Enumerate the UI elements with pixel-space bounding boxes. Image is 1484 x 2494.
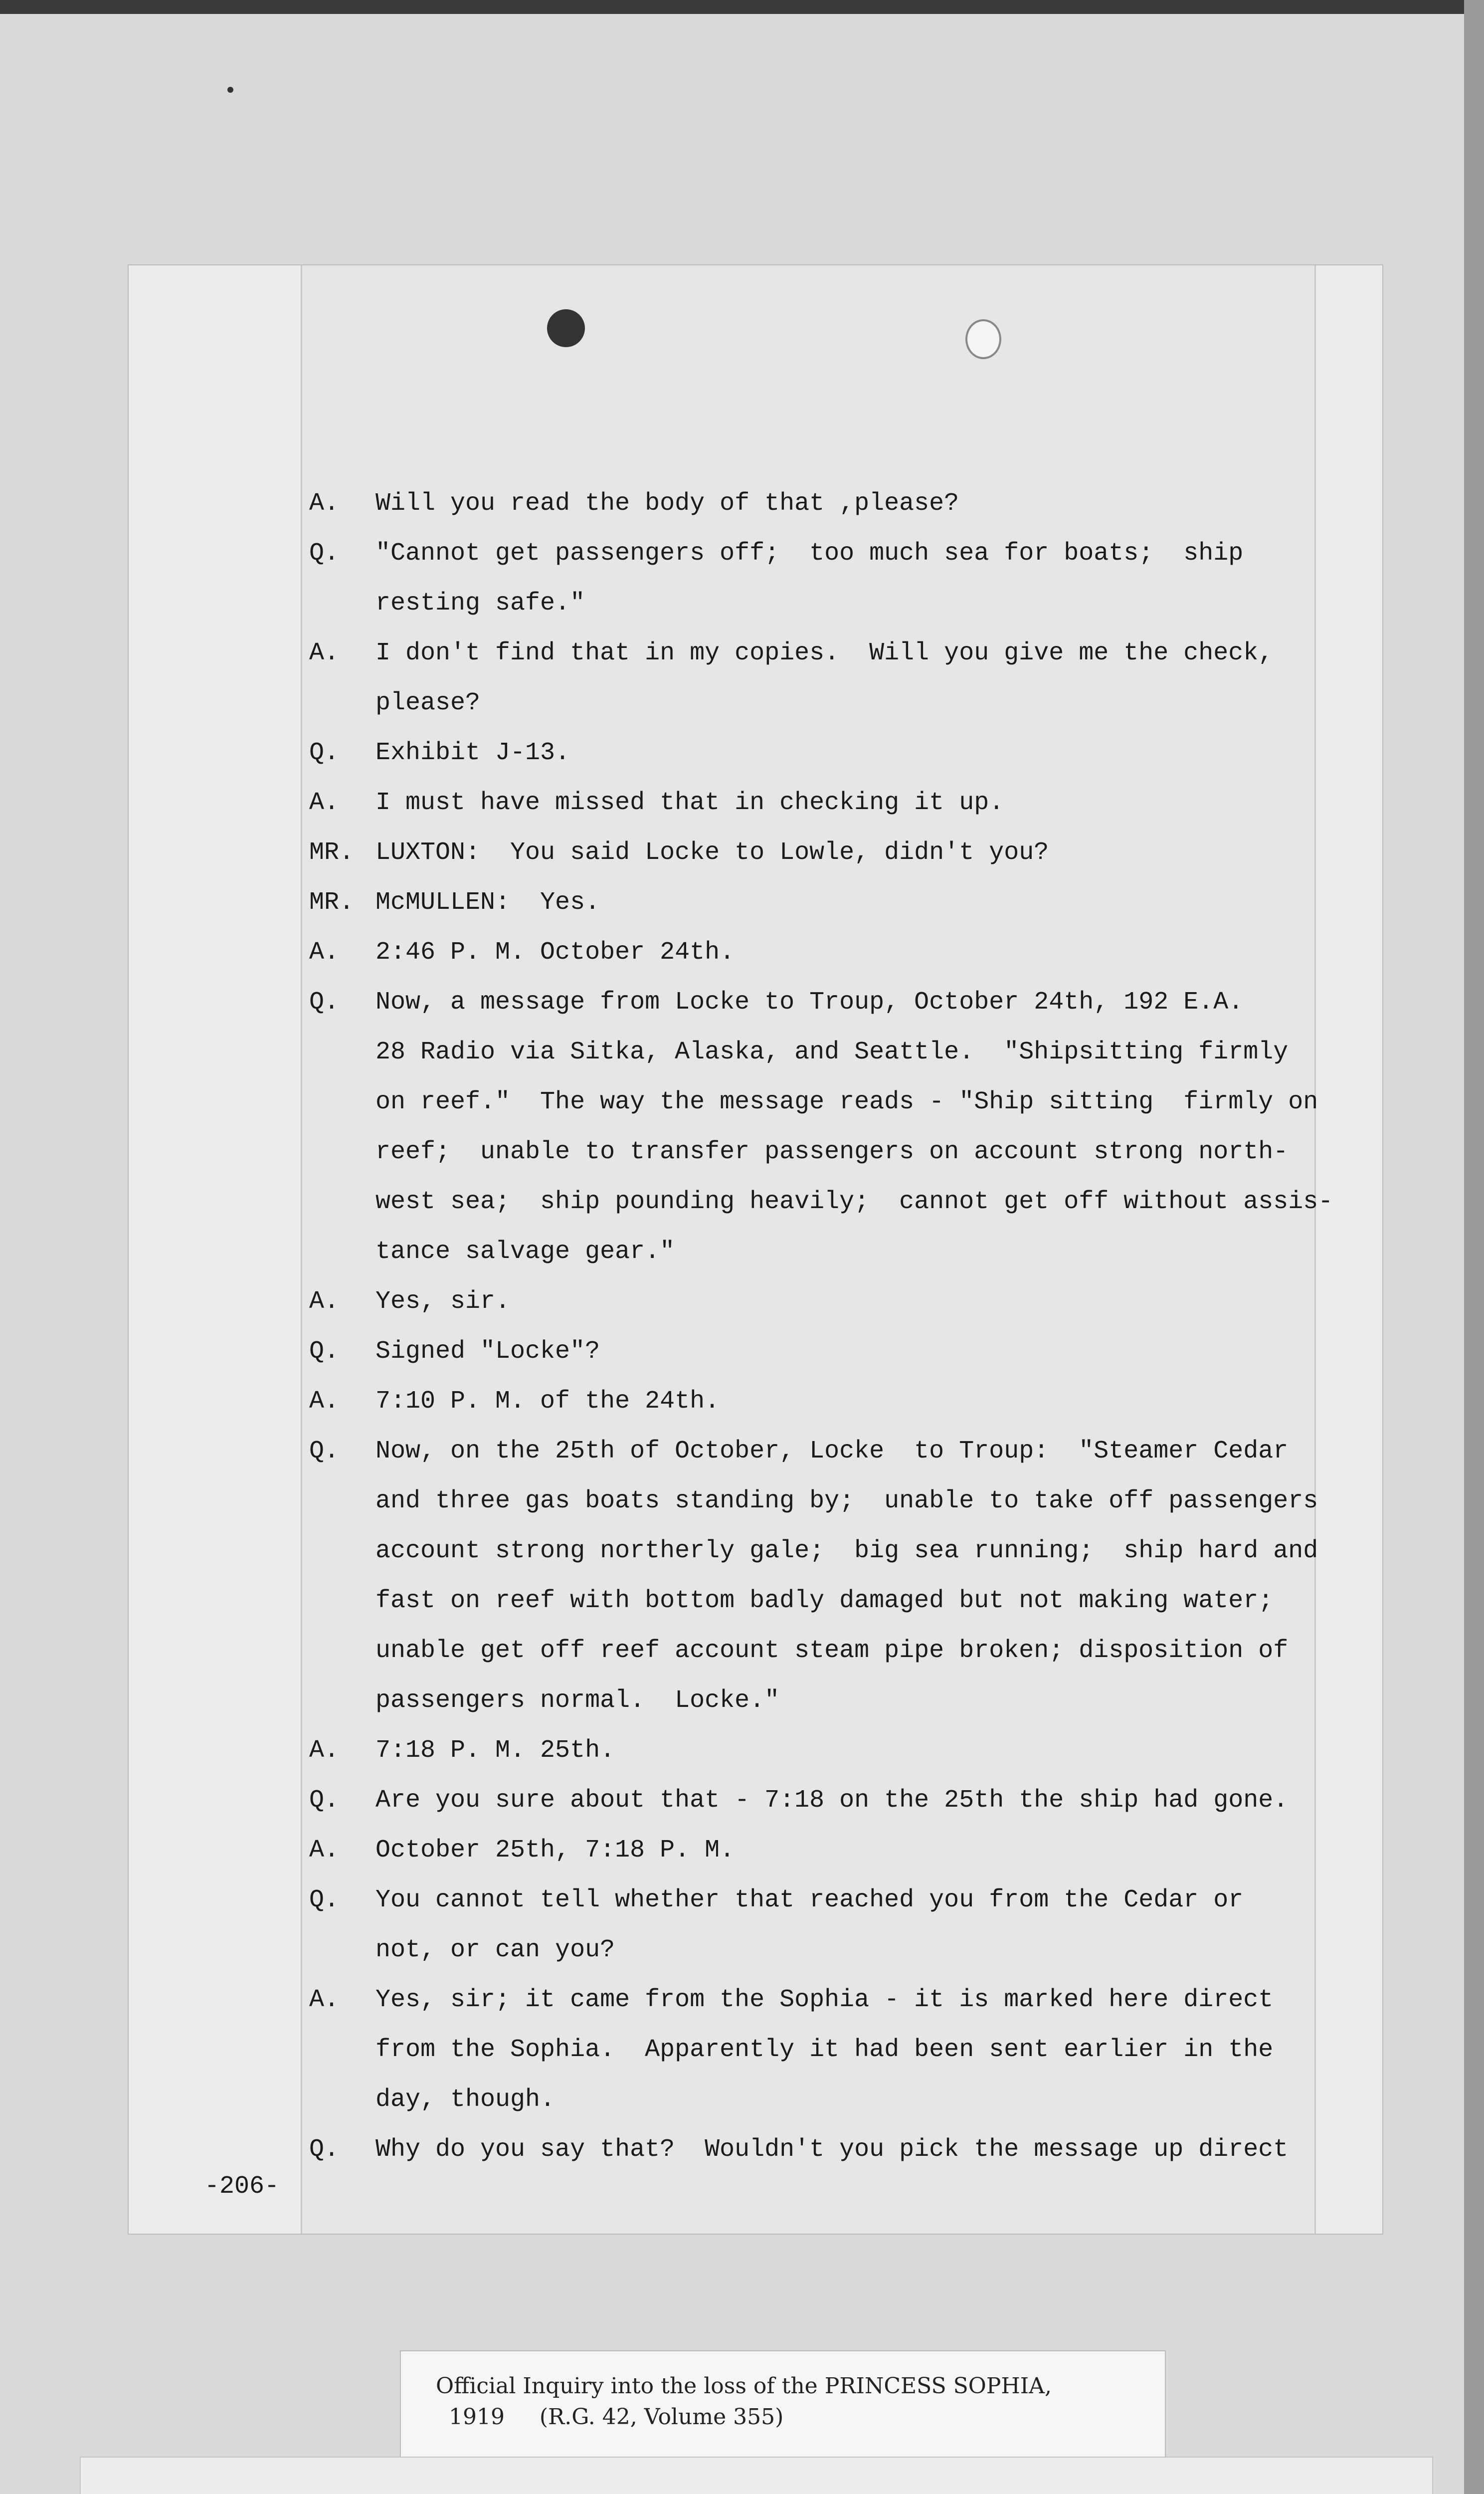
transcript-line bbox=[309, 1975, 1371, 2025]
transcript-line bbox=[309, 778, 1371, 828]
page-number: -206- bbox=[204, 2172, 280, 2201]
line-text: west sea; ship pounding heavily; cannot get off without assis- bbox=[375, 1188, 1333, 1216]
line-text: I must have missed that in checking it up. bbox=[375, 789, 1004, 817]
line-text: unable get off reef account steam pipe broken; disposition of bbox=[375, 1637, 1289, 1665]
transcript-line bbox=[309, 479, 1371, 529]
line-text: Will you read the body of that ,please? bbox=[375, 489, 959, 518]
transcript-line bbox=[309, 1726, 1371, 1776]
transcript-line bbox=[309, 1676, 1371, 1726]
line-text: Now, on the 25th of October, Locke to Troup: "Steamer Cedar bbox=[375, 1437, 1289, 1465]
transcript-line bbox=[309, 1476, 1371, 1526]
line-text: Exhibit J-13. bbox=[375, 739, 570, 767]
transcript-line bbox=[309, 1377, 1371, 1427]
line-text: Signed "Locke"? bbox=[375, 1337, 600, 1366]
transcript-line bbox=[309, 2025, 1371, 2075]
line-text: October 25th, 7:18 P. M. bbox=[375, 1836, 735, 1865]
transcript-line bbox=[309, 978, 1371, 1028]
transcript-line bbox=[309, 728, 1371, 778]
punch-hole-open bbox=[965, 319, 1001, 359]
speaker-label: MR. bbox=[309, 838, 355, 867]
line-text: day, though. bbox=[375, 2085, 556, 2114]
line-text: Are you sure about that - 7:18 on the 25th the ship had gone. bbox=[375, 1786, 1289, 1815]
line-text: not, or can you? bbox=[375, 1936, 615, 1964]
transcript-line bbox=[309, 928, 1371, 978]
transcript-line bbox=[309, 828, 1371, 878]
speaker-label: MR. bbox=[309, 888, 355, 917]
line-text: fast on reef with bottom badly damaged but not making water; bbox=[375, 1587, 1274, 1615]
transcript-line bbox=[309, 1028, 1371, 1077]
transcript-line bbox=[309, 579, 1371, 628]
caption-line-2: 1919 (R.G. 42, Volume 355) bbox=[449, 2404, 784, 2430]
caption-line-1: Official Inquiry into the loss of the PRINCESS SOPHIA, bbox=[436, 2373, 1052, 2399]
line-text: 7:18 P. M. 25th. bbox=[375, 1736, 615, 1765]
transcript-line bbox=[309, 1526, 1371, 1576]
speaker-label: A. bbox=[309, 1387, 340, 1416]
line-text: Yes, sir. bbox=[375, 1287, 511, 1316]
transcript-line bbox=[309, 1127, 1371, 1177]
transcript-line bbox=[309, 878, 1371, 928]
line-text: I don't find that in my copies. Will you give me the check, bbox=[375, 639, 1274, 667]
transcript-line bbox=[309, 1227, 1371, 1277]
dust-speck bbox=[227, 87, 233, 93]
scan-border-top bbox=[0, 0, 1484, 14]
transcript-line bbox=[309, 1576, 1371, 1626]
line-text: Why do you say that? Wouldn't you pick the message up direct bbox=[375, 2135, 1289, 2164]
line-text: 7:10 P. M. of the 24th. bbox=[375, 1387, 720, 1416]
line-text: please? bbox=[375, 689, 481, 717]
speaker-label: Q. bbox=[309, 739, 340, 767]
line-text: "Cannot get passengers off; too much sea for boats; ship bbox=[375, 539, 1244, 568]
line-text: 2:46 P. M. October 24th. bbox=[375, 938, 735, 967]
line-text: LUXTON: You said Locke to Lowle, didn't you? bbox=[375, 838, 1049, 867]
speaker-label: Q. bbox=[309, 1337, 340, 1366]
line-text: from the Sophia. Apparently it had been sent earlier in the bbox=[375, 2036, 1274, 2064]
speaker-label: A. bbox=[309, 1287, 340, 1316]
transcript-line bbox=[309, 1925, 1371, 1975]
speaker-label: A. bbox=[309, 938, 340, 967]
transcript-line bbox=[309, 2125, 1371, 2175]
transcript-line bbox=[309, 1427, 1371, 1476]
scan-border-right bbox=[1464, 0, 1484, 2494]
line-text: 28 Radio via Sitka, Alaska, and Seattle. "Shipsitting firmly bbox=[375, 1038, 1289, 1066]
transcript-line bbox=[309, 678, 1371, 728]
line-text: on reef." The way the message reads - "Ship sitting firmly on bbox=[375, 1088, 1318, 1116]
transcript-line bbox=[309, 2075, 1371, 2125]
public-archives-card bbox=[80, 2457, 1433, 2494]
speaker-label: A. bbox=[309, 639, 340, 667]
transcript-line bbox=[309, 628, 1371, 678]
line-text: and three gas boats standing by; unable to take off passengers bbox=[375, 1487, 1318, 1515]
archive-caption-slip bbox=[400, 2350, 1166, 2460]
speaker-label: Q. bbox=[309, 1437, 340, 1465]
line-text: tance salvage gear." bbox=[375, 1238, 675, 1266]
speaker-label: Q. bbox=[309, 1786, 340, 1815]
line-text: resting safe." bbox=[375, 589, 585, 618]
line-text: McMULLEN: Yes. bbox=[375, 888, 600, 917]
transcript-line bbox=[309, 1875, 1371, 1925]
transcript-line bbox=[309, 1626, 1371, 1676]
line-text: account strong northerly gale; big sea running; ship hard and bbox=[375, 1537, 1318, 1565]
speaker-label: A. bbox=[309, 1836, 340, 1865]
line-text: You cannot tell whether that reached you from the Cedar or bbox=[375, 1886, 1244, 1914]
transcript-line bbox=[309, 1776, 1371, 1826]
speaker-label: Q. bbox=[309, 988, 340, 1017]
punch-hole-filled bbox=[547, 309, 585, 347]
speaker-label: A. bbox=[309, 789, 340, 817]
line-text: passengers normal. Locke." bbox=[375, 1686, 780, 1715]
speaker-label: A. bbox=[309, 1986, 340, 2014]
line-text: Yes, sir; it came from the Sophia - it is marked here direct bbox=[375, 1986, 1274, 2014]
speaker-label: A. bbox=[309, 1736, 340, 1765]
transcript-line bbox=[309, 1826, 1371, 1875]
speaker-label: Q. bbox=[309, 539, 340, 568]
transcript-line bbox=[309, 529, 1371, 579]
transcript-line bbox=[309, 1327, 1371, 1377]
transcript-line bbox=[309, 1277, 1371, 1327]
transcript-line bbox=[309, 1077, 1371, 1127]
speaker-label: A. bbox=[309, 489, 340, 518]
speaker-label: Q. bbox=[309, 2135, 340, 2164]
line-text: reef; unable to transfer passengers on account strong north- bbox=[375, 1138, 1289, 1166]
speaker-label: Q. bbox=[309, 1886, 340, 1914]
transcript-line bbox=[309, 1177, 1371, 1227]
line-text: Now, a message from Locke to Troup, October 24th, 192 E.A. bbox=[375, 988, 1244, 1017]
